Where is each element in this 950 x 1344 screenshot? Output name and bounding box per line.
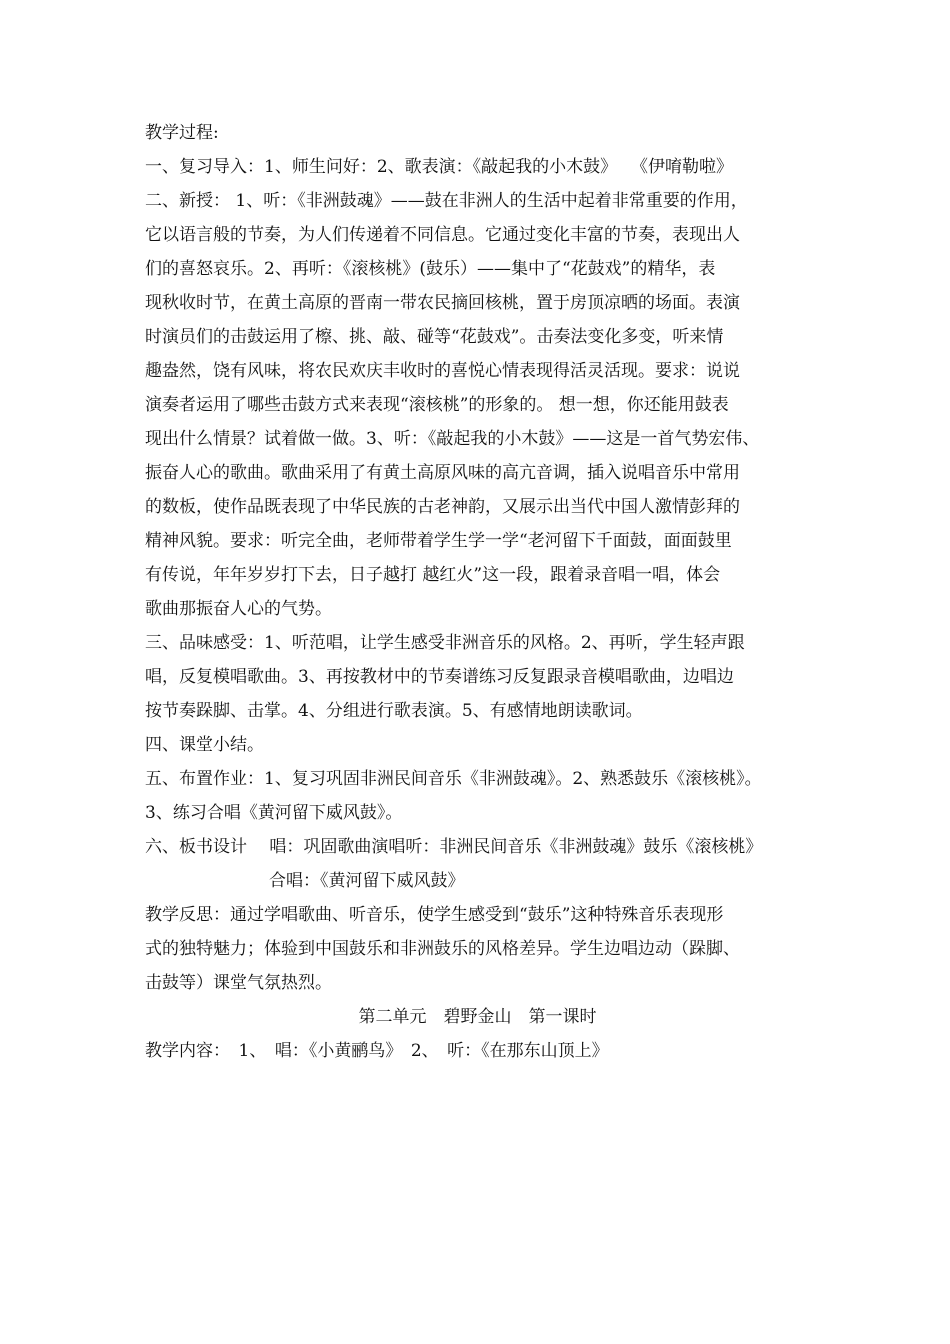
section-board-design: [145, 830, 810, 898]
section-new-teaching: [145, 184, 810, 626]
teaching-reflection-line: 教学反思：通过学唱歌曲、听音乐，使学生感受到“鼓乐”这种特殊音乐表现形: [145, 905, 724, 925]
teaching-content-text: 教学内容： 1、 唱：《小黄鹂鸟》 2、 听：《在那东山顶上》: [145, 1041, 609, 1061]
section-board-design-chorus: 合唱：《黄河留下威风鼓》: [269, 871, 465, 891]
section-new-teaching-line: 的数板，使作品既表现了中华民族的古老神韵，又展示出当代中国人激情彭拜的: [145, 497, 740, 517]
process-heading-text: 教学过程:: [145, 123, 219, 143]
section-new-teaching-line: 歌曲那振奋人心的气势。: [145, 599, 332, 619]
section-board-design-line: 六、板书设计 唱：巩固歌曲演唱听：非洲民间音乐《非洲鼓魂》鼓乐《滚核桃》: [145, 837, 763, 857]
section-homework-line: 五、布置作业：1、复习巩固非洲民间音乐《非洲鼓魂》。2、熟悉鼓乐《滚核桃》。: [145, 769, 762, 789]
section-new-teaching-line: 现出什么情景？试着做一做。3、听：《敲起我的小木鼓》——这是一首气势宏伟、: [145, 429, 760, 449]
section-new-teaching-line: 振奋人心的歌曲。歌曲采用了有黄土高原风味的高亢音调，插入说唱音乐中常用: [145, 463, 740, 483]
section-new-teaching-line: 演奏者运用了哪些击鼓方式来表现“滚核桃”的形象的。 想一想，你还能用鼓表: [145, 395, 729, 415]
section-new-teaching-line: 趣盎然，饶有风味，将农民欢庆丰收时的喜悦心情表现得活灵活现。要求：说说: [145, 361, 740, 381]
section-new-teaching-line: 们的喜怒哀乐。2、再听：《滚核桃》(鼓乐）——集中了“花鼓戏”的精华，表: [145, 259, 716, 279]
section-homework-line: 3、练习合唱《黄河留下威风鼓》。: [145, 803, 403, 823]
section-new-teaching-line: 它以语言般的节奏，为人们传递着不同信息。它通过变化丰富的节奏，表现出人: [145, 225, 740, 245]
section-homework: [145, 762, 810, 830]
section-appreciation-line: 按节奏跺脚、击掌。4、分组进行歌表演。5、有感情地朗读歌词。: [145, 701, 643, 721]
process-heading: [145, 116, 810, 150]
section-appreciation-line: 唱，反复模唱歌曲。3、再按教材中的节奏谱练习反复跟录音模唱歌曲，边唱边: [145, 667, 734, 687]
section-appreciation-line: 三、品味感受：1、听范唱，让学生感受非洲音乐的风格。2、再听，学生轻声跟: [145, 633, 745, 653]
teaching-content: [145, 1034, 810, 1068]
teaching-reflection-line: 击鼓等）课堂气氛热烈。: [145, 973, 332, 993]
section-new-teaching-line: 现秋收时节，在黄土高原的晋南一带农民摘回核桃，置于房顶凉晒的场面。表演: [145, 293, 740, 313]
section-appreciation: [145, 626, 810, 728]
section-review: [145, 150, 810, 184]
section-new-teaching-line: 时演员们的击鼓运用了檫、挑、敲、碰等“花鼓戏”。击奏法变化多变，听来情: [145, 327, 724, 347]
section-new-teaching-line: 精神风貌。要求：听完全曲，老师带着学生学一学“老河留下千面鼓，面面鼓里: [145, 531, 732, 551]
document-body: [145, 116, 810, 1068]
unit-title-text: 第二单元 碧野金山 第一课时: [358, 1007, 597, 1027]
section-summary-text: 四、课堂小结。: [145, 735, 264, 755]
teaching-reflection: [145, 898, 810, 1000]
section-summary: [145, 728, 810, 762]
section-new-teaching-line: 二、新授： 1、听：《非洲鼓魂》——鼓在非洲人的生活中起着非常重要的作用，: [145, 191, 748, 211]
teaching-reflection-line: 式的独特魅力；体验到中国鼓乐和非洲鼓乐的风格差异。学生边唱边动（跺脚、: [145, 939, 740, 959]
unit-title: [145, 1000, 810, 1034]
section-review-text: 一、复习导入：1、师生问好：2、歌表演：《敲起我的小木鼓》 《伊唷勒啦》: [145, 157, 734, 177]
section-new-teaching-line: 有传说，年年岁岁打下去，日子越打 越红火”这一段，跟着录音唱一唱，体会: [145, 565, 721, 585]
